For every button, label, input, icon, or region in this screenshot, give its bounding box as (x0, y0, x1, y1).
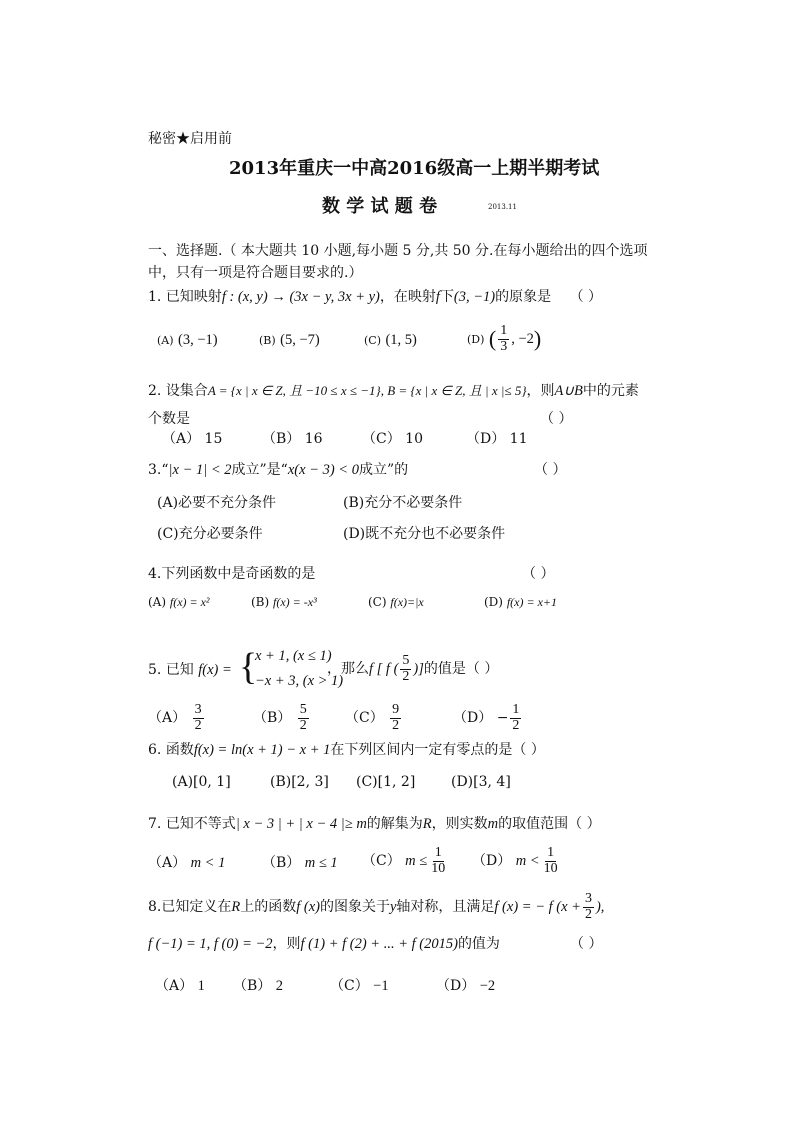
question-7: 7. 已知不等式| x − 3 | + | x − 4 |≥ m的解集为R，则实数m的取值范围（ ） (148, 816, 601, 832)
q5-case-2: −x + 3, (x > 1) (255, 673, 344, 689)
q5-rest: ，那么f [ f ( $\frac{5}{2}$ )]的值是（ ） (327, 653, 499, 684)
q2-line2: 个数是 (148, 411, 190, 427)
q1-option-a: (A) (3, −1) (157, 332, 218, 348)
q4-option-d: (D) f(x) = x+1 (484, 595, 557, 609)
q8-option-c: （C） −1 (330, 978, 389, 994)
q2-option-a: （A） 15 (162, 431, 223, 447)
q2-option-b: （B） 16 (262, 431, 323, 447)
q3-option-a: (A)必要不充分条件 (157, 495, 277, 511)
q2-option-c: （C） 10 (362, 431, 423, 447)
q7-option-c: （C） m ≤ $\frac{1}{10}$ (362, 845, 446, 876)
q4-option-c: (C) f(x)=|x (368, 595, 424, 609)
q5-intro: 5. 已知 f(x) = (148, 662, 232, 678)
question-8: 8.已知定义在R上的函数f (x)的图象关于y轴对称，且满足f (x) = − f (x + $\frac{3}{2}$ ), (148, 891, 605, 922)
q5-option-b: （B） $\frac{5}{2}$ (253, 702, 307, 733)
q6-option-a: (A)[0, 1] (172, 774, 231, 790)
q3-option-d: (D)既不充分也不必要条件 (343, 526, 506, 542)
q2-blank: （ ） (540, 411, 573, 427)
q6-option-d: (D)[3, 4] (451, 774, 511, 790)
question-3: 3.“|x − 1| < 2成立”是“x(x − 3) < 0成立”的 (148, 462, 409, 478)
q4-option-b: (B) f(x) = -x³ (251, 595, 317, 609)
q5-option-a: （A） $\frac{3}{2}$ (148, 702, 202, 733)
section-intro-line1: 一、选择题.（ 本大题共 10 小题,每小题 5 分,共 50 分.在每小题给出的四个选项 (148, 243, 648, 259)
q1-option-c: (C) (1, 5) (364, 332, 417, 348)
q5-brace: { (239, 646, 258, 688)
exam-date: 2013.11 (488, 203, 517, 211)
exam-title: 2013年重庆一中高2016级高一上期半期考试 (229, 158, 600, 179)
question-2: 2. 设集合A = {x | x ∈ Z, 且 −10 ≤ x ≤ −1}, B = {x | x ∈ Z, 且 | x |≤ 5}，则A∪B中的元素 (148, 383, 639, 399)
q1-option-d: (D) ( $\frac{1}{3}$ , −2) (467, 323, 542, 354)
q8-option-d: （D） −2 (436, 978, 496, 994)
q4-blank: （ ） (522, 566, 555, 582)
q6-option-c: (C)[1, 2] (356, 774, 416, 790)
question-4: 4.下列函数中是奇函数的是 (148, 566, 316, 582)
question-1: 1. 已知映射f : (x, y) → (3x − y, 3x + y)，在映射f下(3, −1)的原象是 （ ） (148, 289, 603, 305)
q8-blank: （ ） (570, 936, 603, 952)
q3-blank: （ ） (534, 462, 567, 478)
q5-option-d: （D） − $\frac{1}{2}$ (453, 702, 520, 733)
q7-option-d: （D） m < $\frac{1}{10}$ (472, 845, 558, 876)
q4-option-a: (A) f(x) = x² (148, 595, 210, 609)
q8-option-a: （A） 1 (155, 978, 205, 994)
q5-option-c: （C） $\frac{9}{2}$ (345, 702, 400, 733)
question-6: 6. 函数f(x) = ln(x + 1) − x + 1在下列区间内一定有零点的是（ ） (148, 742, 545, 758)
q2-option-d: （D） 11 (466, 431, 528, 447)
q3-option-c: (C)充分必要条件 (157, 526, 263, 542)
q8-line2: f (−1) = 1, f (0) = −2，则f (1) + f (2) + ... + f (2015)的值为 (148, 936, 500, 952)
section-intro-line2: 中，只有一项是符合题目要求的.） (148, 265, 363, 281)
q6-option-b: (B)[2, 3] (270, 774, 329, 790)
exam-subtitle: 数 学 试 题 卷 (322, 196, 438, 217)
q8-option-b: （B） 2 (233, 978, 283, 994)
q7-option-a: （A） m < 1 (148, 855, 226, 871)
q3-option-b: (B)充分不必要条件 (343, 495, 463, 511)
secret-label: 秘密★启用前 (148, 131, 232, 147)
q1-option-b: (B) (5, −7) (259, 332, 320, 348)
q7-option-b: （B） m ≤ 1 (262, 855, 338, 871)
q5-case-1: x + 1, (x ≤ 1) (255, 648, 332, 664)
